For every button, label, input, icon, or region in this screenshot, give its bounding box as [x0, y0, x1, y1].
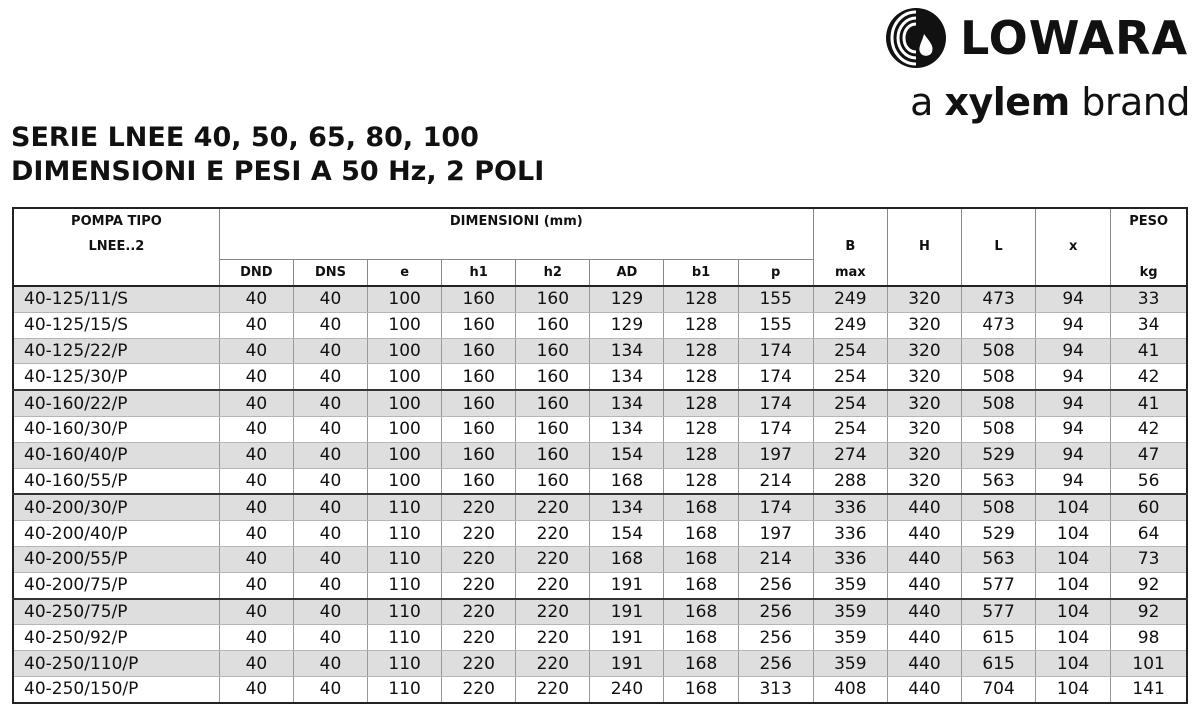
value-cell: 336: [813, 494, 887, 520]
value-cell: 160: [516, 416, 590, 442]
value-cell: 254: [813, 416, 887, 442]
value-cell: 104: [1036, 651, 1111, 677]
value-cell: 256: [738, 651, 813, 677]
value-cell: 508: [961, 390, 1035, 416]
value-cell: 60: [1111, 494, 1187, 520]
value-cell: 220: [442, 521, 516, 547]
value-cell: 110: [368, 521, 442, 547]
value-cell: 220: [516, 572, 590, 598]
value-cell: 191: [590, 599, 664, 625]
value-cell: 168: [664, 676, 738, 702]
value-cell: 197: [738, 521, 813, 547]
value-cell: 168: [664, 546, 738, 572]
header-b1: b1: [664, 260, 738, 287]
value-cell: 40: [219, 338, 293, 364]
pump-name-cell: 40-160/55/P: [13, 468, 219, 494]
header-h-blank: [887, 260, 961, 287]
value-cell: 110: [368, 676, 442, 702]
value-cell: 92: [1111, 599, 1187, 625]
value-cell: 110: [368, 546, 442, 572]
value-cell: 40: [219, 286, 293, 312]
value-cell: 214: [738, 468, 813, 494]
table-row: [13, 546, 1187, 572]
value-cell: 134: [590, 416, 664, 442]
value-cell: 529: [961, 521, 1035, 547]
value-cell: 615: [961, 625, 1035, 651]
value-cell: 320: [887, 286, 961, 312]
header-dnd: DND: [219, 260, 293, 287]
header-h-top: [887, 208, 961, 234]
value-cell: 274: [813, 442, 887, 468]
value-cell: 160: [442, 364, 516, 390]
table-row: [13, 390, 1187, 416]
value-cell: 100: [368, 390, 442, 416]
value-cell: 40: [219, 390, 293, 416]
value-cell: 168: [664, 521, 738, 547]
value-cell: 174: [738, 390, 813, 416]
value-cell: 110: [368, 651, 442, 677]
value-cell: 40: [293, 468, 367, 494]
value-cell: 104: [1036, 599, 1111, 625]
value-cell: 40: [219, 676, 293, 702]
value-cell: 197: [738, 442, 813, 468]
value-cell: 563: [961, 468, 1035, 494]
value-cell: 214: [738, 546, 813, 572]
value-cell: 100: [368, 338, 442, 364]
value-cell: 168: [664, 572, 738, 598]
header-x-blank: [1036, 260, 1111, 287]
pump-name-cell: 40-200/40/P: [13, 521, 219, 547]
value-cell: 94: [1036, 312, 1111, 338]
header-h1: h1: [442, 260, 516, 287]
value-cell: 40: [293, 546, 367, 572]
value-cell: 336: [813, 546, 887, 572]
value-cell: 40: [293, 599, 367, 625]
pump-name-cell: 40-250/150/P: [13, 676, 219, 702]
header-name-blank: [13, 260, 219, 287]
value-cell: 100: [368, 416, 442, 442]
header-l-blank: [961, 260, 1035, 287]
value-cell: 40: [293, 676, 367, 702]
value-cell: 94: [1036, 338, 1111, 364]
value-cell: 101: [1111, 651, 1187, 677]
value-cell: 94: [1036, 390, 1111, 416]
value-cell: 168: [590, 546, 664, 572]
value-cell: 40: [219, 468, 293, 494]
table-row: [13, 625, 1187, 651]
value-cell: 254: [813, 390, 887, 416]
value-cell: 174: [738, 364, 813, 390]
value-cell: 160: [442, 416, 516, 442]
value-cell: 128: [664, 442, 738, 468]
value-cell: 336: [813, 521, 887, 547]
value-cell: 249: [813, 312, 887, 338]
value-cell: 313: [738, 676, 813, 702]
value-cell: 40: [293, 651, 367, 677]
pump-name-cell: 40-160/22/P: [13, 390, 219, 416]
value-cell: 40: [219, 494, 293, 520]
value-cell: 160: [516, 390, 590, 416]
value-cell: 34: [1111, 312, 1187, 338]
header-p: p: [738, 260, 813, 287]
tagline-suffix: brand: [1069, 80, 1190, 124]
value-cell: 94: [1036, 442, 1111, 468]
value-cell: 473: [961, 286, 1035, 312]
value-cell: 155: [738, 312, 813, 338]
value-cell: 160: [442, 468, 516, 494]
tagline-prefix: a: [910, 80, 945, 124]
header-weight: PESO: [1111, 208, 1187, 234]
value-cell: 128: [664, 364, 738, 390]
value-cell: 220: [442, 599, 516, 625]
value-cell: 40: [293, 286, 367, 312]
value-cell: 40: [219, 312, 293, 338]
value-cell: 160: [442, 442, 516, 468]
value-cell: 256: [738, 572, 813, 598]
value-cell: 508: [961, 338, 1035, 364]
value-cell: 154: [590, 442, 664, 468]
value-cell: 41: [1111, 338, 1187, 364]
value-cell: 359: [813, 572, 887, 598]
value-cell: 249: [813, 286, 887, 312]
value-cell: 160: [516, 312, 590, 338]
pump-name-cell: 40-125/30/P: [13, 364, 219, 390]
header-ad: AD: [590, 260, 664, 287]
value-cell: 220: [516, 494, 590, 520]
value-cell: 100: [368, 468, 442, 494]
value-cell: 440: [887, 676, 961, 702]
value-cell: 40: [219, 572, 293, 598]
value-cell: 440: [887, 521, 961, 547]
table-row: [13, 364, 1187, 390]
value-cell: 220: [442, 546, 516, 572]
value-cell: 128: [664, 390, 738, 416]
dimensions-table: [12, 207, 1188, 704]
value-cell: 42: [1111, 364, 1187, 390]
header-dimensions-blank: [219, 234, 813, 260]
value-cell: 320: [887, 312, 961, 338]
pump-name-cell: 40-125/11/S: [13, 286, 219, 312]
pump-name-cell: 40-160/40/P: [13, 442, 219, 468]
value-cell: 134: [590, 338, 664, 364]
value-cell: 40: [219, 416, 293, 442]
value-cell: 40: [219, 625, 293, 651]
value-cell: 160: [442, 286, 516, 312]
value-cell: 129: [590, 286, 664, 312]
value-cell: 168: [664, 651, 738, 677]
value-cell: 100: [368, 312, 442, 338]
value-cell: 168: [664, 599, 738, 625]
table-row: [13, 494, 1187, 520]
value-cell: 134: [590, 390, 664, 416]
header-h: H: [887, 234, 961, 260]
value-cell: 577: [961, 572, 1035, 598]
table-row: [13, 599, 1187, 625]
value-cell: 94: [1036, 468, 1111, 494]
value-cell: 254: [813, 364, 887, 390]
value-cell: 440: [887, 599, 961, 625]
table-row: [13, 286, 1187, 312]
value-cell: 40: [293, 572, 367, 598]
value-cell: 104: [1036, 676, 1111, 702]
header-dimensions: DIMENSIONI (mm): [219, 208, 813, 234]
table-row: [13, 442, 1187, 468]
table-row: [13, 521, 1187, 547]
value-cell: 440: [887, 625, 961, 651]
value-cell: 254: [813, 338, 887, 364]
value-cell: 40: [219, 651, 293, 677]
value-cell: 73: [1111, 546, 1187, 572]
value-cell: 160: [516, 286, 590, 312]
tagline-xylem: xylem: [944, 80, 1070, 124]
value-cell: 288: [813, 468, 887, 494]
value-cell: 160: [442, 312, 516, 338]
header-h2: h2: [516, 260, 590, 287]
value-cell: 160: [516, 338, 590, 364]
value-cell: 40: [219, 364, 293, 390]
value-cell: 104: [1036, 521, 1111, 547]
value-cell: 320: [887, 442, 961, 468]
value-cell: 40: [293, 338, 367, 364]
value-cell: 40: [293, 312, 367, 338]
value-cell: 508: [961, 364, 1035, 390]
value-cell: 134: [590, 494, 664, 520]
value-cell: 100: [368, 364, 442, 390]
value-cell: 174: [738, 494, 813, 520]
value-cell: 40: [219, 599, 293, 625]
header-l: L: [961, 234, 1035, 260]
table-body: [13, 286, 1187, 703]
value-cell: 94: [1036, 416, 1111, 442]
value-cell: 40: [293, 364, 367, 390]
value-cell: 168: [590, 468, 664, 494]
value-cell: 110: [368, 599, 442, 625]
table-row: [13, 651, 1187, 677]
header-x-top: [1036, 208, 1111, 234]
value-cell: 174: [738, 338, 813, 364]
value-cell: 320: [887, 364, 961, 390]
header-l-top: [961, 208, 1035, 234]
value-cell: 110: [368, 572, 442, 598]
value-cell: 40: [219, 521, 293, 547]
value-cell: 220: [516, 676, 590, 702]
value-cell: 320: [887, 338, 961, 364]
value-cell: 110: [368, 494, 442, 520]
value-cell: 160: [516, 442, 590, 468]
header-b: B: [813, 234, 887, 260]
title-line-1: SERIE LNEE 40, 50, 65, 80, 100: [11, 122, 479, 153]
value-cell: 191: [590, 651, 664, 677]
value-cell: 408: [813, 676, 887, 702]
value-cell: 40: [293, 390, 367, 416]
value-cell: 168: [664, 494, 738, 520]
value-cell: 359: [813, 599, 887, 625]
table-row: [13, 416, 1187, 442]
value-cell: 359: [813, 625, 887, 651]
value-cell: 191: [590, 625, 664, 651]
header-e: e: [368, 260, 442, 287]
pump-name-cell: 40-250/75/P: [13, 599, 219, 625]
value-cell: 220: [442, 676, 516, 702]
value-cell: 220: [516, 651, 590, 677]
value-cell: 100: [368, 442, 442, 468]
value-cell: 160: [442, 390, 516, 416]
value-cell: 220: [442, 572, 516, 598]
value-cell: 174: [738, 416, 813, 442]
table-row: [13, 312, 1187, 338]
value-cell: 563: [961, 546, 1035, 572]
value-cell: 40: [293, 494, 367, 520]
header-weight-blank: [1111, 234, 1187, 260]
value-cell: 129: [590, 312, 664, 338]
table-row: [13, 338, 1187, 364]
value-cell: 220: [516, 625, 590, 651]
value-cell: 320: [887, 468, 961, 494]
value-cell: 160: [442, 338, 516, 364]
table-row: [13, 572, 1187, 598]
value-cell: 104: [1036, 546, 1111, 572]
page-title: [11, 121, 544, 189]
value-cell: 98: [1111, 625, 1187, 651]
pump-name-cell: 40-250/92/P: [13, 625, 219, 651]
header-dns: DNS: [293, 260, 367, 287]
value-cell: 94: [1036, 286, 1111, 312]
value-cell: 615: [961, 651, 1035, 677]
value-cell: 128: [664, 338, 738, 364]
value-cell: 141: [1111, 676, 1187, 702]
value-cell: 128: [664, 286, 738, 312]
value-cell: 33: [1111, 286, 1187, 312]
value-cell: 256: [738, 625, 813, 651]
value-cell: 42: [1111, 416, 1187, 442]
value-cell: 40: [293, 416, 367, 442]
pump-name-cell: 40-200/75/P: [13, 572, 219, 598]
value-cell: 40: [219, 546, 293, 572]
value-cell: 220: [442, 625, 516, 651]
value-cell: 104: [1036, 625, 1111, 651]
value-cell: 104: [1036, 494, 1111, 520]
value-cell: 134: [590, 364, 664, 390]
value-cell: 220: [516, 599, 590, 625]
value-cell: 440: [887, 494, 961, 520]
value-cell: 704: [961, 676, 1035, 702]
pump-name-cell: 40-200/30/P: [13, 494, 219, 520]
value-cell: 41: [1111, 390, 1187, 416]
header-b-max: max: [813, 260, 887, 287]
value-cell: 40: [293, 625, 367, 651]
value-cell: 40: [219, 442, 293, 468]
value-cell: 94: [1036, 364, 1111, 390]
value-cell: 155: [738, 286, 813, 312]
value-cell: 240: [590, 676, 664, 702]
value-cell: 220: [516, 546, 590, 572]
value-cell: 220: [516, 521, 590, 547]
value-cell: 320: [887, 416, 961, 442]
brand-logo: [884, 4, 1190, 124]
value-cell: 168: [664, 625, 738, 651]
value-cell: 440: [887, 572, 961, 598]
value-cell: 440: [887, 651, 961, 677]
value-cell: 40: [293, 442, 367, 468]
value-cell: 577: [961, 599, 1035, 625]
value-cell: 160: [516, 364, 590, 390]
value-cell: 473: [961, 312, 1035, 338]
pump-name-cell: 40-200/55/P: [13, 546, 219, 572]
value-cell: 508: [961, 416, 1035, 442]
header-pump-model: LNEE..2: [88, 239, 145, 255]
value-cell: 100: [368, 286, 442, 312]
value-cell: 104: [1036, 572, 1111, 598]
brand-name: LOWARA: [960, 11, 1189, 65]
value-cell: 128: [664, 468, 738, 494]
value-cell: 320: [887, 390, 961, 416]
header-pump-type: POMPA TIPO: [71, 214, 162, 229]
value-cell: 191: [590, 572, 664, 598]
pump-name-cell: 40-160/30/P: [13, 416, 219, 442]
table-row: [13, 676, 1187, 702]
value-cell: 56: [1111, 468, 1187, 494]
pump-name-cell: 40-250/110/P: [13, 651, 219, 677]
header-x: x: [1036, 234, 1111, 260]
value-cell: 220: [442, 494, 516, 520]
header-b-top: [813, 208, 887, 234]
value-cell: 160: [516, 468, 590, 494]
value-cell: 154: [590, 521, 664, 547]
title-line-2: DIMENSIONI E PESI A 50 Hz, 2 POLI: [11, 156, 545, 187]
pump-name-cell: 40-125/22/P: [13, 338, 219, 364]
value-cell: 64: [1111, 521, 1187, 547]
pump-name-cell: 40-125/15/S: [13, 312, 219, 338]
table-header: [13, 208, 1187, 286]
value-cell: 529: [961, 442, 1035, 468]
value-cell: 40: [293, 521, 367, 547]
value-cell: 220: [442, 651, 516, 677]
value-cell: 47: [1111, 442, 1187, 468]
value-cell: 110: [368, 625, 442, 651]
header-kg: kg: [1111, 260, 1187, 287]
value-cell: 359: [813, 651, 887, 677]
value-cell: 508: [961, 494, 1035, 520]
value-cell: 256: [738, 599, 813, 625]
value-cell: 92: [1111, 572, 1187, 598]
value-cell: 128: [664, 416, 738, 442]
value-cell: 440: [887, 546, 961, 572]
value-cell: 128: [664, 312, 738, 338]
brand-tagline: [910, 80, 1190, 124]
table-row: [13, 468, 1187, 494]
lowara-swirl-icon: [884, 6, 948, 70]
